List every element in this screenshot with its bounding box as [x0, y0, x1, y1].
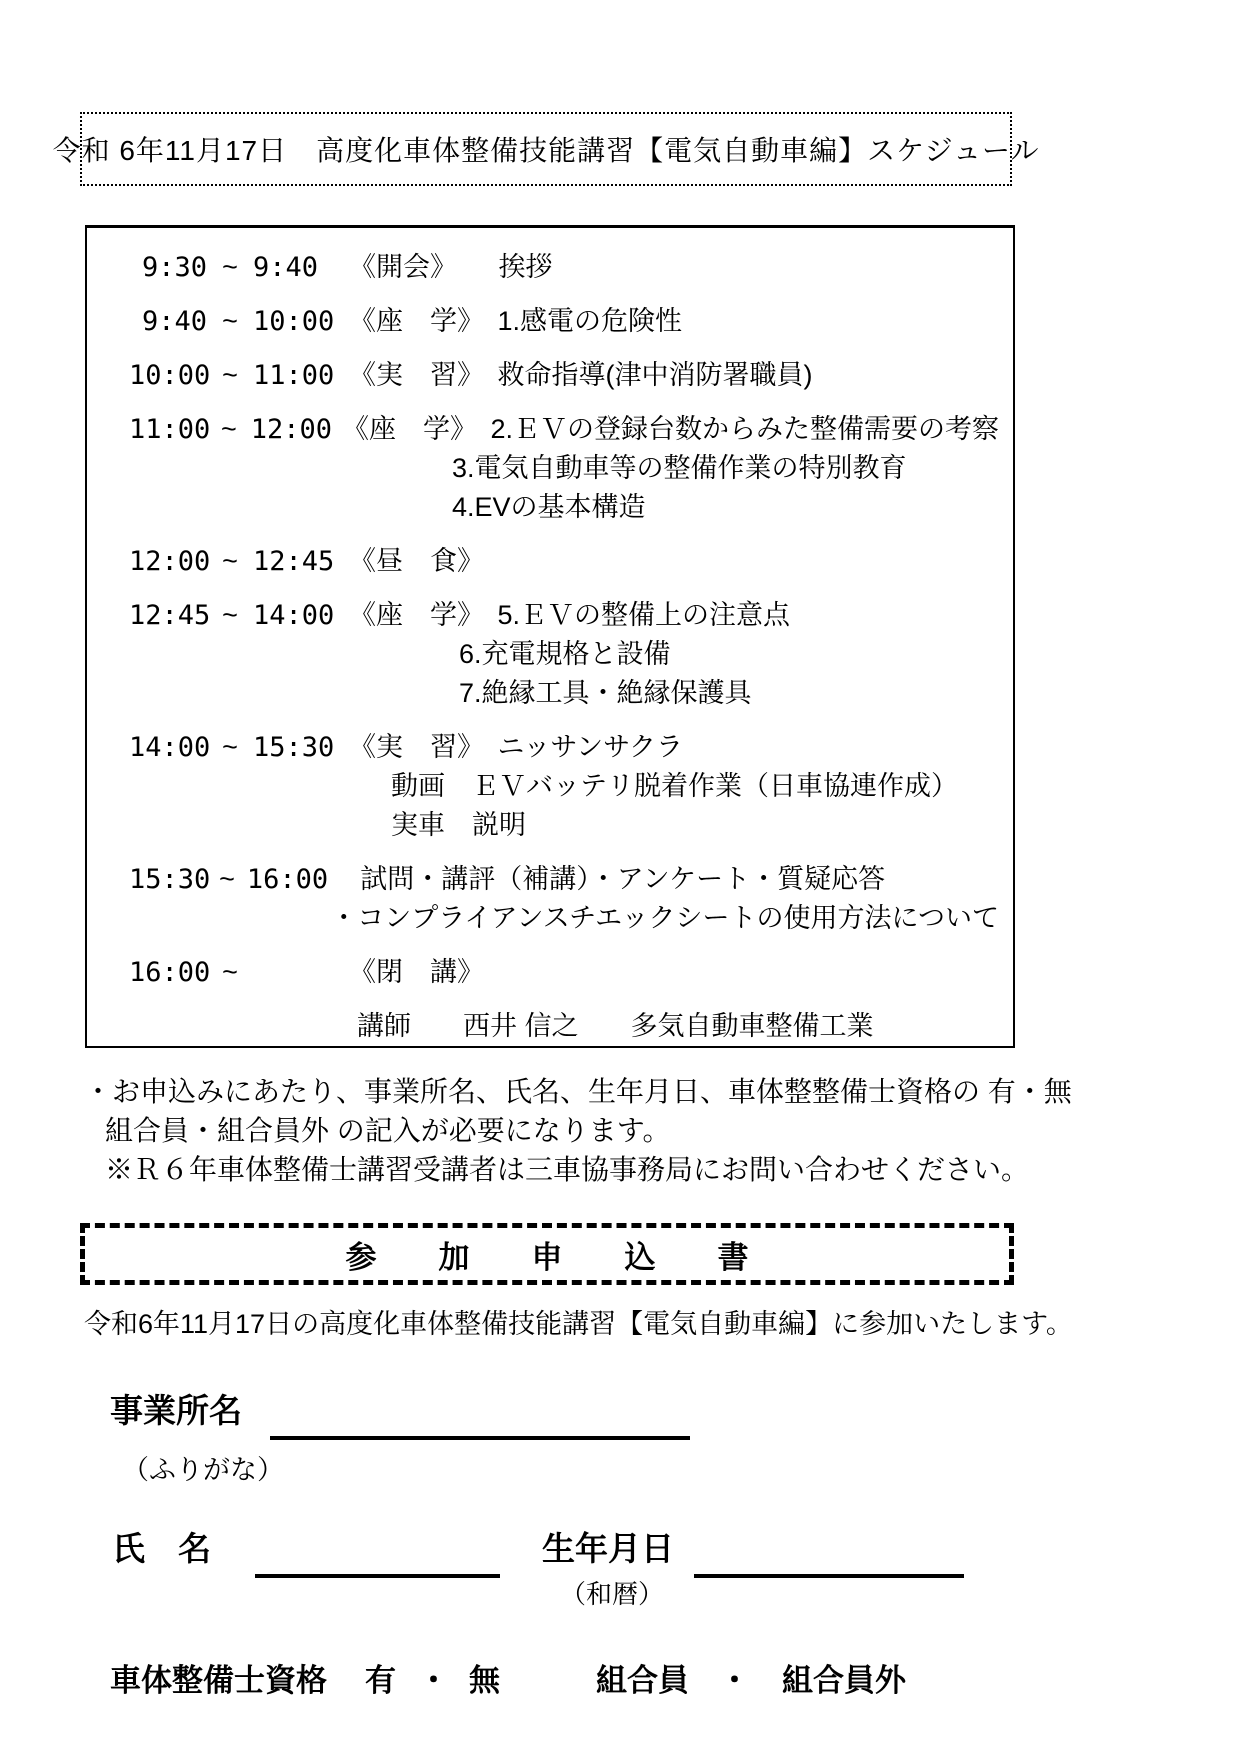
participation-statement: 令和6年11月17日の高度化車体整備技能講習【電気自動車編】に参加いたします。 [84, 1309, 1073, 1339]
title-box [52, 112, 1040, 186]
schedule-line [349, 728, 999, 767]
lecturer-name: 西井 信之 [463, 1011, 579, 1041]
session-type: 《座 学》 [349, 600, 484, 630]
qualification-row [110, 1655, 1240, 1700]
time-end: 15:30 [253, 732, 335, 763]
row-content [349, 953, 999, 992]
schedule-row [129, 302, 999, 341]
schedule-line [349, 953, 999, 992]
time-separator: ~ [222, 306, 238, 336]
row-content [349, 248, 999, 287]
qualification-option-no[interactable]: 無 [469, 1663, 500, 1698]
row-content [349, 302, 999, 341]
furigana-label: （ふりがな） [122, 1455, 284, 1485]
time-separator: ~ [222, 957, 238, 987]
schedule-row [129, 596, 999, 713]
schedule-line: 動画 ＥＶバッテリ脱着作業（日車協連作成） [391, 771, 958, 801]
schedule-line: 4.EVの基本構造 [451, 492, 646, 522]
birthdate-label: 生年月日 [542, 1530, 674, 1567]
schedule-line: 6.充電規格と設備 [459, 639, 671, 669]
lecturer-label: 講師 [357, 1011, 411, 1041]
calendar-note: （和暦） [560, 1579, 665, 1609]
schedule-row [129, 356, 999, 395]
time-start: 12:00 [129, 546, 211, 577]
name-birthdate-row [112, 1523, 1240, 1570]
schedule-row [129, 728, 999, 845]
session-topic: 1.感電の危険性 [497, 306, 683, 336]
qualification-option-yes[interactable]: 有 [365, 1663, 396, 1698]
schedule-line: 試問・講評（補講）・アンケート・質疑応答 [360, 864, 886, 894]
nonmember-option[interactable]: 組合員外 [782, 1663, 906, 1698]
schedule-line [349, 542, 999, 581]
time-separator: ~ [222, 732, 238, 762]
note-line: ・お申込みにあたり、事業所名、氏名、生年月日、車体整整備士資格の 有・無 [84, 1076, 1072, 1107]
session-topic: 2.ＥＶの登録台数からみた整備需要の考察 [490, 414, 999, 444]
schedule-line: ・コンプライアンスチエックシートの使用方法について [330, 903, 999, 933]
lecturer-organization: 多気自動車整備工業 [630, 1011, 874, 1041]
session-topic: ニッサンサクラ [497, 732, 684, 762]
schedule-row [129, 248, 999, 287]
row-content [330, 860, 999, 938]
time-end: 9:40 [253, 252, 319, 283]
time-end: 10:00 [253, 306, 335, 337]
time-start: 14:00 [129, 732, 211, 763]
session-topic: 挨拶 [498, 252, 553, 282]
time-start: 12:45 [129, 600, 211, 631]
row-content [349, 356, 999, 395]
schedule-line: 3.電気自動車等の整備作業の特別教育 [451, 453, 907, 483]
time-start: 9:40 [141, 306, 207, 337]
row-content [349, 728, 999, 845]
application-form-title: 参 加 申 込 書 [345, 1239, 749, 1275]
time-separator: ~ [222, 546, 238, 576]
option-separator: ・ [418, 1663, 449, 1698]
application-notes [84, 1072, 1072, 1189]
schedule-line [349, 302, 999, 341]
schedule-line [342, 410, 999, 449]
row-content [349, 596, 999, 713]
schedule-line: 7.絶縁工具・絶縁保護具 [459, 678, 752, 708]
note-line: ※Ｒ６年車体整備士講習受講者は三車協事務局にお問い合わせください。 [105, 1154, 1030, 1185]
time-start: 9:30 [141, 252, 207, 283]
schedule-line [349, 248, 999, 287]
session-type: 《開会》 [349, 252, 457, 282]
time-separator: ~ [222, 600, 238, 630]
business-name-row [110, 1385, 1240, 1432]
row-content [342, 410, 999, 527]
time-separator: ~ [219, 864, 235, 894]
time-end: 12:45 [253, 546, 335, 577]
schedule-line: 実車 説明 [391, 810, 526, 840]
schedule-row [129, 410, 999, 527]
name-label: 氏 名 [112, 1530, 211, 1567]
session-type: 《実 習》 [349, 360, 484, 390]
business-name-fill-line[interactable] [270, 1402, 690, 1440]
time-separator: ~ [222, 360, 238, 390]
time-start: 16:00 [129, 957, 211, 988]
session-type: 《昼 食》 [349, 546, 484, 576]
member-option[interactable]: 組合員 [596, 1663, 689, 1698]
time-end: 16:00 [246, 864, 329, 895]
time-separator: ~ [222, 252, 238, 282]
schedule-box [85, 225, 1015, 1048]
session-topic: 5.ＥＶの整備上の注意点 [497, 600, 791, 630]
time-end: 12:00 [250, 414, 332, 445]
schedule-row [129, 860, 999, 938]
page-title: 令和 6年11月17日 高度化車体整備技能講習【電気自動車編】スケジュール [52, 135, 1040, 166]
schedule-row [129, 542, 999, 581]
row-content [349, 542, 999, 581]
qualification-label: 車体整備士資格 [110, 1663, 327, 1698]
application-form [0, 1385, 1240, 1700]
time-end: 11:00 [253, 360, 335, 391]
application-form-title-box [80, 1223, 1014, 1285]
birthdate-fill-line[interactable] [694, 1540, 964, 1578]
business-name-label: 事業所名 [110, 1392, 242, 1429]
time-start: 11:00 [129, 414, 211, 445]
session-type: 《座 学》 [349, 306, 484, 336]
note-line: 組合員・組合員外 の記入が必要になります。 [105, 1115, 671, 1146]
time-end [253, 953, 349, 992]
time-start: 15:30 [129, 864, 211, 895]
schedule-row [129, 953, 999, 992]
session-type: 《閉 講》 [349, 957, 484, 987]
session-type: 《実 習》 [349, 732, 484, 762]
time-end: 14:00 [253, 600, 335, 631]
time-separator: ~ [220, 414, 237, 444]
session-type: 《座 学》 [341, 414, 477, 444]
schedule-line [349, 356, 999, 395]
name-fill-line[interactable] [255, 1540, 500, 1578]
lecturer-line [357, 1007, 999, 1046]
session-topic: 救命指導(津中消防署職員) [497, 360, 813, 390]
schedule-line [349, 596, 999, 635]
option-separator: ・ [719, 1663, 750, 1698]
time-start: 10:00 [129, 360, 211, 391]
